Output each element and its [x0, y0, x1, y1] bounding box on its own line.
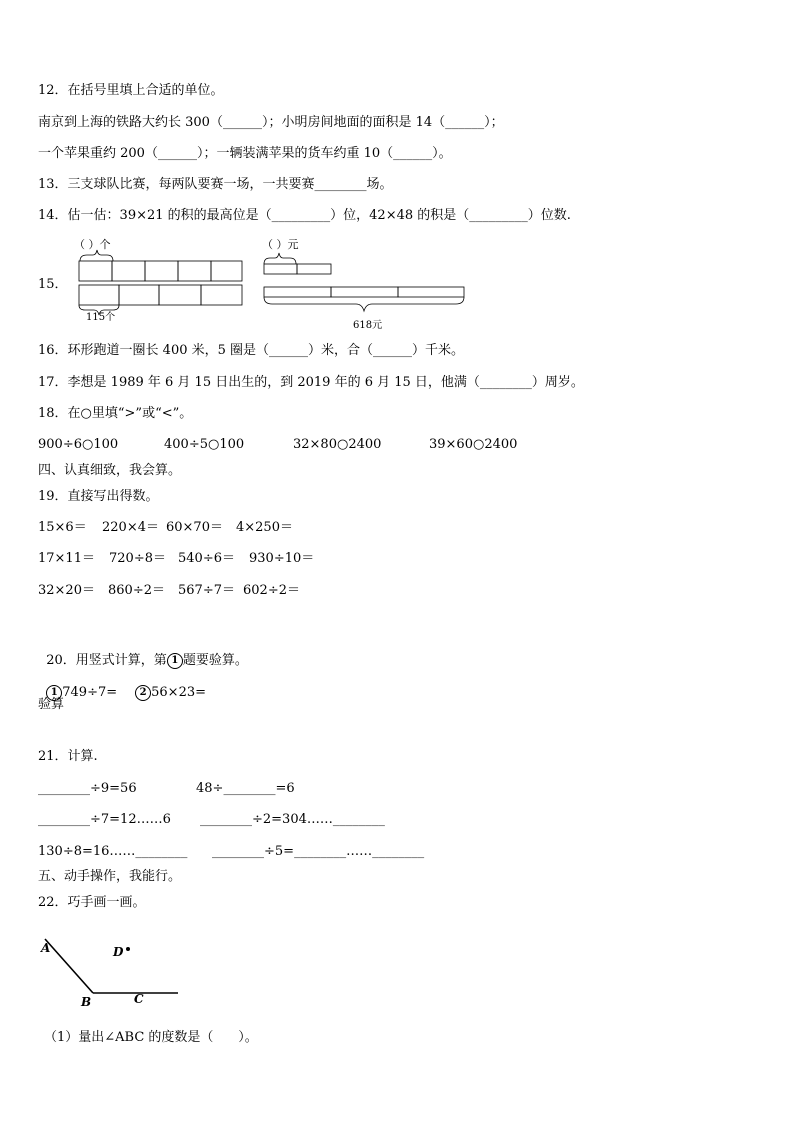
label-b: B	[81, 995, 92, 1009]
q15-right-bottom-brace	[264, 297, 464, 311]
label-c: C	[134, 992, 144, 1006]
q12-line1: 南京到上海的铁路大约长 300（______）；小明房间地面的面积是 14（______）；	[38, 115, 504, 130]
q15-right-bottom-label: 618元	[353, 320, 383, 331]
q19-r1-1: 15×6＝	[38, 520, 87, 535]
q20-circle-number: 1	[167, 653, 183, 669]
q19-r3-3: 567÷7＝	[178, 583, 235, 598]
q13-text: 13．三支球队比赛，每两队要赛一场，一共要赛________场。	[38, 177, 393, 192]
q15-right-top-bar	[264, 264, 331, 274]
q19-r3-4: 602÷2＝	[243, 583, 300, 598]
q20-title-after: 题要验算。	[182, 653, 248, 668]
q18-item-1: 900÷6○100	[38, 437, 119, 452]
q18-item-3: 32×80○2400	[293, 437, 382, 452]
q19-r3-1: 32×20＝	[38, 583, 95, 598]
q20-title	[38, 634, 248, 670]
q19-r1-3: 60×70＝	[166, 520, 223, 535]
q19-title: 19．直接写出得数。	[38, 489, 159, 504]
q15-left-bottom-bar	[79, 285, 242, 305]
q21-r1b: 48÷________=6	[196, 781, 295, 796]
q15-left-top-label: （ ）个	[74, 238, 111, 251]
q20-item1-circle: 1	[46, 685, 62, 701]
q15-left-top-brace	[80, 250, 113, 261]
q22-title: 22．巧手画一画。	[38, 895, 146, 910]
q19-r1-2: 220×4＝	[102, 520, 159, 535]
q15-right-top-label: （ ）元	[262, 238, 299, 251]
q20-item1: 749÷7=	[62, 685, 118, 700]
q19-r2-2: 720÷8＝	[109, 551, 166, 566]
q21-r2b: ________÷2=304……________	[200, 812, 385, 827]
q21-title: 21．计算.	[38, 749, 98, 764]
q22-sub1: （1）量出∠ABC 的度数是（ ）。	[44, 1030, 258, 1045]
q14-text: 14．估一估：39×21 的积的最高位是（_________）位，42×48 的积是（_________）位数.	[38, 208, 571, 223]
section5-title: 五、动手操作，我能行。	[38, 869, 182, 884]
q15-right-bottom-bar	[264, 287, 464, 297]
q21-r2a: ________÷7=12……6	[38, 812, 171, 827]
q19-r1-4: 4×250＝	[236, 520, 293, 535]
q19-r2-4: 930÷10＝	[249, 551, 315, 566]
q18-title: 18．在○里填“>”或“<”。	[38, 406, 193, 421]
q15-right-top-brace	[264, 253, 296, 264]
q17-text: 17．李想是 1989 年 6 月 15 日出生的，到 2019 年的 6 月 15 日，他满（________）周岁。	[38, 375, 584, 390]
section4-title: 四、认真细致，我会算。	[38, 463, 182, 478]
point-d	[126, 947, 130, 951]
q15-left-bottom-label: 115个	[86, 312, 116, 323]
q20-item2: 56×23=	[151, 685, 207, 700]
q19-r2-1: 17×11＝	[38, 551, 95, 566]
q16-text: 16．环形跑道一圈长 400 米，5 圈是（______）米，合（______）千米。	[38, 343, 465, 358]
q12-line2: 一个苹果重约 200（______）；一辆装满苹果的货车约重 10（______）。	[38, 146, 452, 161]
q18-item-4: 39×60○2400	[429, 437, 518, 452]
q21-r3a: 130÷8=16……________	[38, 844, 188, 859]
angle-ray-ba	[45, 939, 93, 993]
q21-r1a: ________÷9=56	[38, 781, 137, 796]
label-d: D	[113, 945, 124, 959]
q20-item2-circle: 2	[135, 685, 151, 701]
label-a: A	[41, 941, 51, 955]
q22-angle-figure	[36, 930, 186, 1010]
q18-item-2: 400÷5○100	[164, 437, 245, 452]
q20-title-before: 20．用竖式计算，第	[46, 653, 167, 668]
q19-r3-2: 860÷2＝	[108, 583, 165, 598]
q15-number: 15．	[38, 277, 68, 292]
q15-left-top-bar	[79, 261, 242, 281]
q19-r2-3: 540÷6＝	[178, 551, 235, 566]
q20-check: 验算	[38, 697, 65, 712]
q21-r3b: ________÷5=________……________	[212, 844, 425, 859]
q15-figure	[60, 234, 480, 334]
q12-title: 12．在括号里填上合适的单位。	[38, 83, 224, 98]
